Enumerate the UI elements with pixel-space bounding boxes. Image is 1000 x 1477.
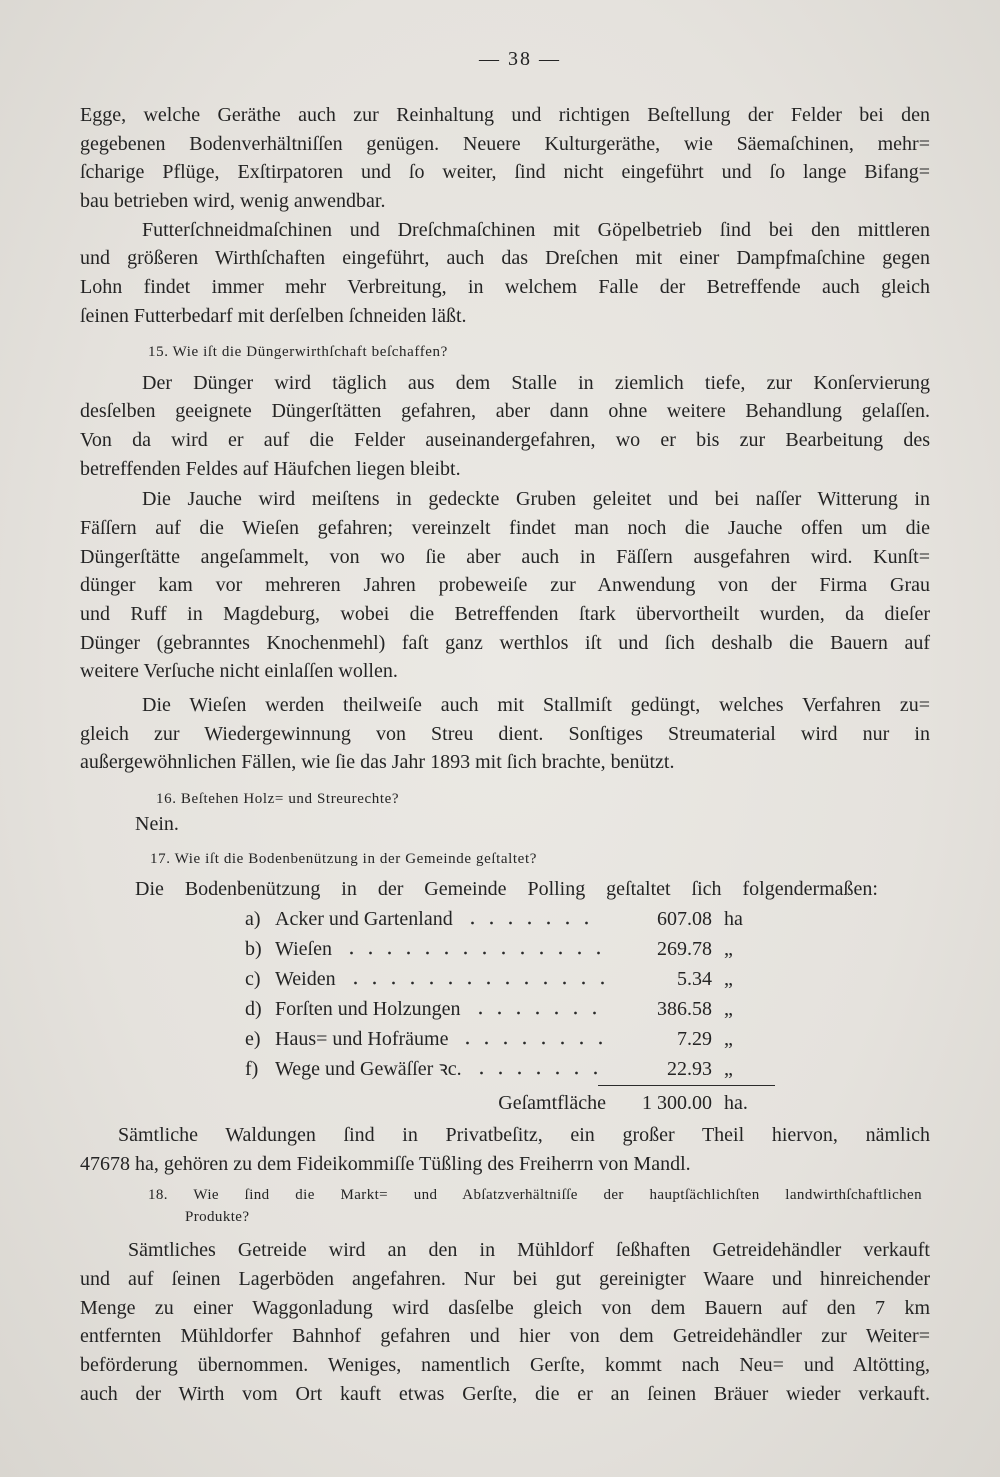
text-line: und Ruff in Magdeburg, wobei die Betreffenden ſtark übervortheilt wurden, da dieſer [80,603,930,625]
dot-leader [342,949,604,957]
row-value: 5.34 [677,967,712,990]
text-line: Dünger (gebranntes Knochenmehl) faſt ganz werthlos iſt und ſich deshalb die Bauern auf [80,631,930,654]
text-line: Düngerſtätte angeſammelt, von wo ſie aber auch in Fäſſern ausgefahren wird. Kunſt= [80,545,930,568]
row-marker: c) [245,967,261,990]
text-line: Die Wieſen werden theilweiſe auch mit Stallmiſt gedüngt, welches Verfahren zu= [142,694,930,717]
sum-rule [598,1085,775,1087]
text-line: ſcharige Pflüge, Exſtirpatoren und ſo weiter, ſind nicht eingeführt und ſo lange Bifang= [80,161,930,184]
table-row [245,994,930,1024]
row-unit: „ [724,1027,733,1050]
row-marker: d) [245,997,262,1020]
row-label: Weiden [275,967,336,990]
table-row [245,1024,930,1054]
total-value: 1 300.00 [642,1091,712,1114]
page-number: — 38 — [479,48,561,70]
row-value: 607.08 [657,907,712,930]
text-line: und größeren Wirthſchaften eingeführt, auch das Dreſchen mit einer Dampfmaſchine gegen [80,247,930,270]
question-heading: 17. Wie iſt die Bodenbenützung in der Gemeinde geſtaltet? [150,851,537,868]
text-line: Lohn findet immer mehr Verbreitung, in welchem Falle der Betreffende auch gleich [80,276,930,299]
table-row [245,904,930,934]
row-label: Forſten und Holzungen [275,997,461,1020]
answer-text: Nein. [135,813,179,836]
text-line: auch der Wirth vom Ort kauft etwas Gerſte, die er an ſeinen Bräuer wieder verkauft. [80,1382,930,1405]
text-line: und auf ſeinen Lagerböden angefahren. Nur bei gut gereinigter Waare und hinreichender [80,1267,930,1290]
dot-leader [463,919,604,927]
row-label: Wieſen [275,937,332,960]
question-heading: 16. Beſtehen Holz= und Streurechte? [156,791,400,808]
text-line: Die Jauche wird meiſtens in gedeckte Gruben geleitet und bei naſſer Witterung in [142,488,930,511]
text-line: gegebenen Bodenverhältniſſen genügen. Neuere Kulturgeräthe, wie Säemaſchinen, mehr= [80,132,930,155]
text-line: ſeinen Futterbedarf mit derſelben ſchneiden läßt. [80,304,467,327]
total-unit: ha. [724,1091,748,1114]
text-line: bau betrieben wird, wenig anwendbar. [80,190,386,213]
table-row [245,964,930,994]
text-line: desſelben geeignete Düngerſtätten gefahren, aber dann ohne weitere Behandlung gelaſſen. [80,400,930,423]
row-label: Haus= und Hofräume [275,1027,449,1050]
row-marker: b) [245,937,262,960]
text-line: 47678 ha, gehören zu dem Fideikommiſſe Tüßling des Freiherrn von Mandl. [80,1152,691,1175]
row-marker: a) [245,907,261,930]
row-label: Acker und Gartenland [275,907,453,930]
text-line: entfernten Mühldorfer Bahnhof gefahren und hier von dem Getreidehändler zur Weiter= [80,1325,930,1348]
row-unit: „ [724,967,733,990]
paragraph [80,1121,930,1178]
table-row [245,1054,930,1084]
question-heading [80,1184,930,1228]
row-unit: „ [724,937,733,960]
text-line: weitere Verſuche nicht einlaſſen wollen. [80,660,398,683]
table-row [245,934,930,964]
paragraph [80,101,930,216]
paragraph [80,1236,930,1408]
text-line: außergewöhnlichen Fällen, wie ſie das Jahr 1893 mit ſich brachte, benützt. [80,751,675,774]
page-body [80,101,930,1408]
dot-leader [471,1009,604,1017]
row-unit: ha [724,907,743,930]
row-unit: „ [724,1057,733,1080]
paragraph [80,216,930,331]
land-use-table [80,904,930,1118]
text-line: Die Bodenbenützung in der Gemeinde Polling geſtaltet ſich folgendermaßen: [135,878,878,901]
row-unit: „ [724,997,733,1020]
question-heading: 15. Wie iſt die Düngerwirthſchaft beſchaffen? [148,343,448,360]
row-value: 22.93 [667,1057,712,1080]
text-line: Fäſſern auf die Wieſen gefahren; vereinzelt findet man noch die Jauche offen um die [80,516,930,539]
row-value: 7.29 [677,1027,712,1050]
row-label: Wege und Gewäſſer ꝛc. [275,1057,462,1080]
paragraph [80,485,930,686]
text-line: Von da wird er auf die Felder auseinandergefahren, wo er bis zur Bearbeitung des [80,428,930,451]
row-value: 269.78 [657,937,712,960]
dot-leader [458,1039,604,1047]
table-total-row [245,1088,930,1118]
text-line: betreffenden Feldes auf Häufchen liegen bleibt. [80,457,461,480]
total-label: Geſamtfläche [498,1091,606,1114]
row-marker: f) [245,1057,259,1080]
row-marker: e) [245,1027,261,1050]
dot-leader [472,1069,604,1077]
text-line: gleich zur Wiedergewinnung von Streu dient. Sonſtiges Streumaterial wird nur in [80,722,930,745]
text-line: Sämtliches Getreide wird an den in Mühldorf ſeßhaften Getreidehändler verkauft [128,1239,930,1262]
text-line: dünger kam vor mehreren Jahren probeweiſe zur Anwendung von der Firma Grau [80,574,930,597]
dot-leader [346,979,604,987]
paragraph [80,369,930,484]
text-line: beförderung übernommen. Weniges, namentlich Gerſte, kommt nach Neu= und Altötting, [80,1353,930,1376]
text-line: Sämtliche Waldungen ſind in Privatbeſitz, ein großer Theil hiervon, nämlich [118,1123,930,1146]
heading-line: Produkte? [185,1209,250,1226]
paragraph [80,691,930,777]
text-line: Menge zu einer Waggonladung wird dasſelbe gleich von dem Bauern auf den 7 km [80,1296,930,1319]
text-line: Futterſchneidmaſchinen und Dreſchmaſchinen mit Göpelbetrieb ſind bei den mittleren [142,218,930,241]
text-line: Der Dünger wird täglich aus dem Stalle in ziemlich tiefe, zur Konſervierung [142,371,930,394]
heading-line: 18. Wie ſind die Markt= und Abſatzverhältniſſe der hauptſächlichſten landwirthſchaftlichen [148,1187,922,1204]
text-line: Egge, welche Geräthe auch zur Reinhaltung und richtigen Beſtellung der Felder bei den [80,104,930,126]
row-value: 386.58 [657,997,712,1020]
